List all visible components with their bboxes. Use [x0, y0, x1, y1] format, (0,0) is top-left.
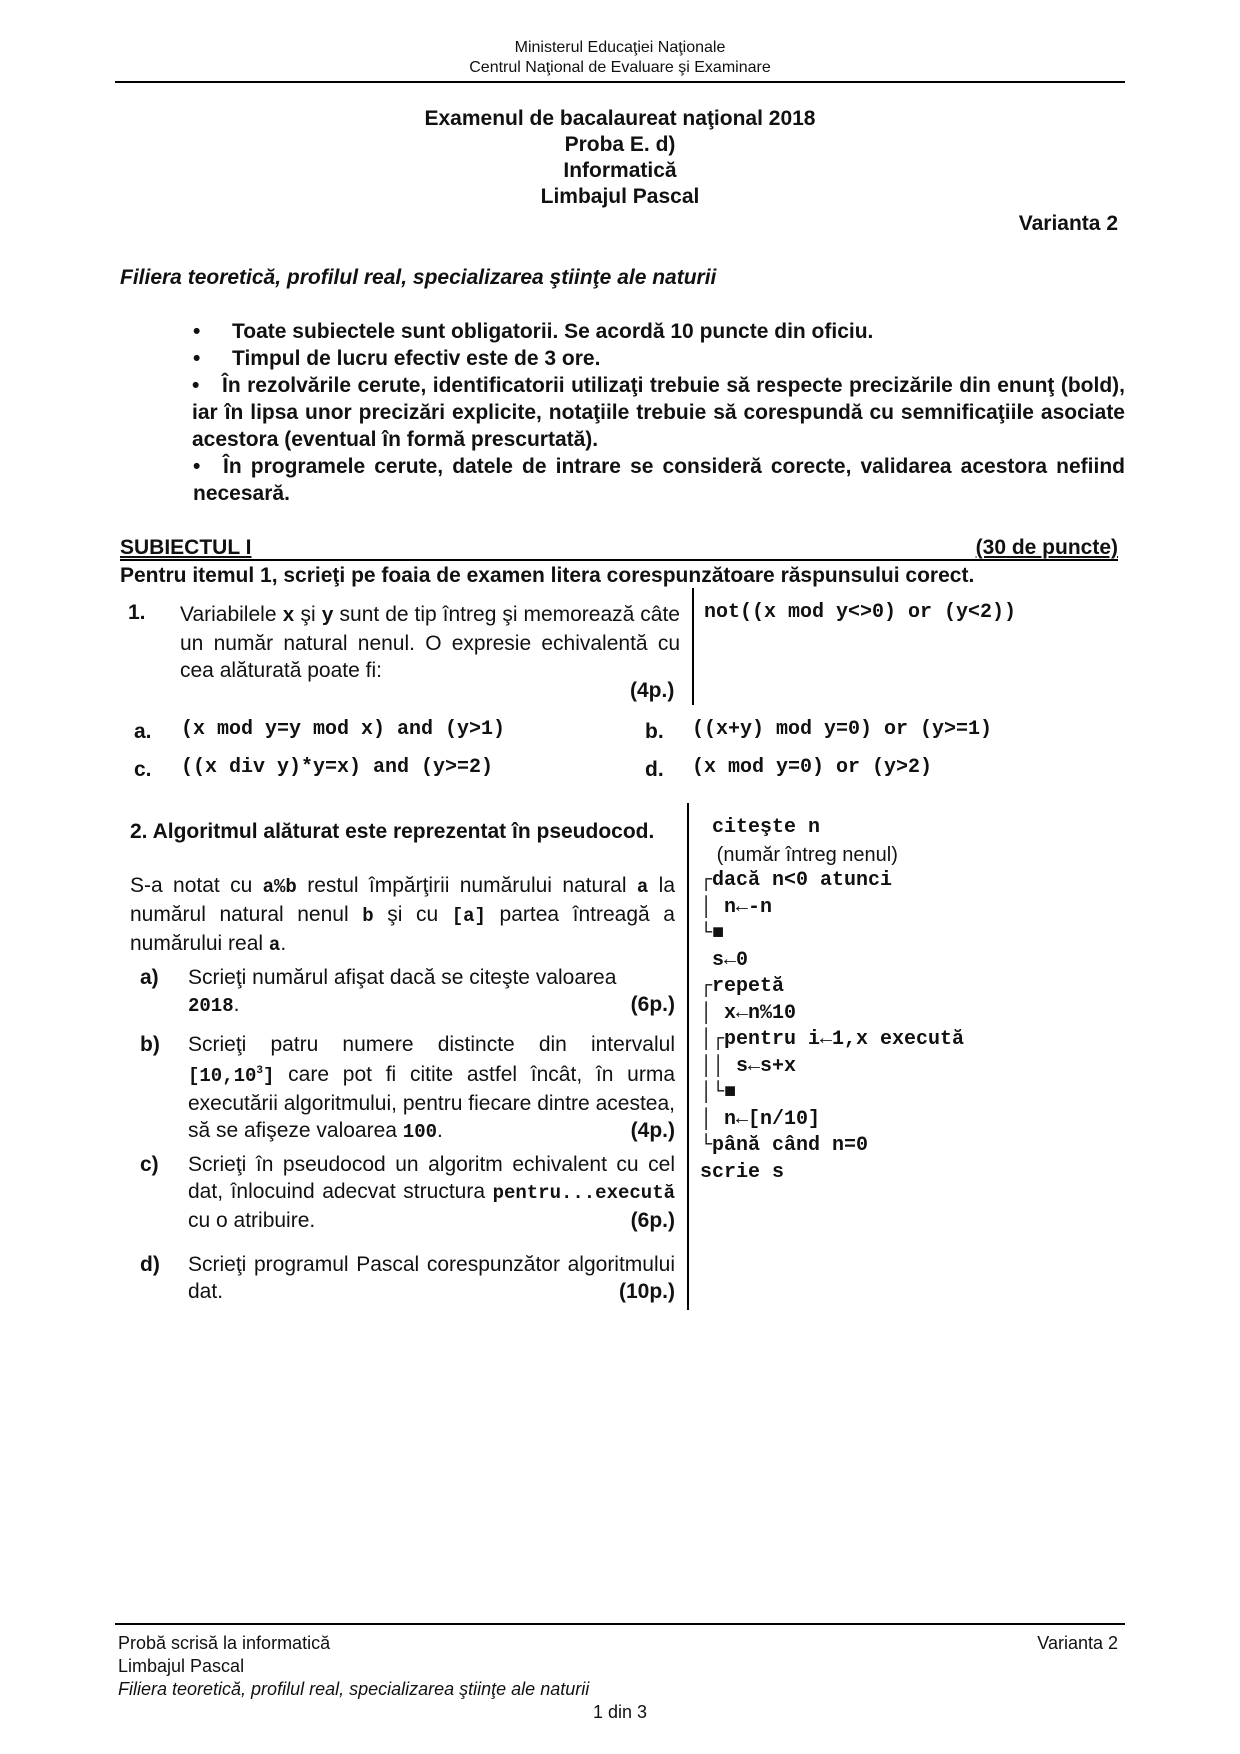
q1-text: Variabilele x şi y sunt de tip întreg şi memorează câte un număr natural nenul. O expresie echivalentă cu cea alăturată poate fi: [180, 603, 680, 682]
option-b-letter: b. [645, 720, 664, 743]
bullet-icon: • [192, 374, 200, 397]
exam-proba: Proba E. d) [564, 133, 676, 156]
q1-expression: not((x mod y<>0) or (y<2)) [704, 601, 1017, 624]
footer-rule [115, 1623, 1125, 1625]
code-line: │ n←[n/10] [700, 1107, 821, 1131]
instruction-item: • În rezolvările cerute, identificatorii utilizaţi trebuie să respecte precizările din enunţ (bold), iar în lipsa unor precizări explicite, notaţiile trebuie să corespundă cu semnificaţiile asociate acestora (eventual în formă prescurtată). [192, 374, 1125, 451]
instruction-item: • Timpul de lucru efectiv este de 3 ore. [193, 347, 601, 370]
footer-line2: Limbajul Pascal [118, 1656, 245, 1676]
option-c-letter: c. [134, 758, 152, 781]
subject-rule [120, 559, 1118, 561]
code-line: ┌repetă [700, 975, 785, 998]
code-line: └■ [700, 922, 725, 945]
q2a-points: (6p.) [630, 993, 675, 1016]
option-d-expr[interactable]: (x mod y=0) or (y>2) [692, 756, 933, 779]
code-line: │┌pentru i←1,x execută [700, 1028, 965, 1051]
instruction-item: • Toate subiectele sunt obligatorii. Se acordă 10 puncte din oficiu. [193, 320, 874, 343]
option-c-expr[interactable]: ((x div y)*y=x) and (y>=2) [181, 756, 494, 779]
footer-varianta: Varianta 2 [1037, 1633, 1118, 1653]
q2-item-d: d) Scrieţi programul Pascal corespunzător algoritmului dat. (10p.) [140, 1253, 675, 1303]
header-center: Centrul Naţional de Evaluare şi Examinare [469, 59, 771, 76]
subject-title: SUBIECTUL I [120, 536, 252, 559]
code-line: scrie s [700, 1160, 785, 1184]
q1-number: 1. [128, 601, 146, 624]
pseudocode-block [700, 815, 964, 1186]
footer-line1: Probă scrisă la informatică [118, 1633, 331, 1653]
subject-instruction: Pentru itemul 1, scrieţi pe foaia de examen litera corespunzătoare răspunsului corect. [120, 564, 975, 587]
header-rule [115, 81, 1125, 83]
option-b-expr[interactable]: ((x+y) mod y=0) or (y>=1) [692, 718, 993, 741]
q2-divider [687, 803, 689, 1310]
q1-points: (4p.) [630, 679, 675, 702]
code-line: citeşte n [700, 816, 821, 839]
code-line: ┌dacă n<0 atunci [700, 869, 893, 892]
q2c-points: (6p.) [630, 1209, 675, 1232]
subject-points: (30 de puncte) [975, 536, 1118, 559]
footer-page-number: 1 din 3 [592, 1702, 648, 1722]
q2-heading: 2. Algoritmul alăturat este reprezentat în pseudocod. [130, 820, 655, 843]
exam-title: Examenul de bacalaureat naţional 2018 [424, 107, 816, 130]
bullet-icon: • [193, 320, 201, 343]
q2-item-c: c) Scrieţi în pseudocod un algoritm echivalent cu cel dat, înlocuind adecvat structura pentru...execută cu o atribuire. (6p.) [140, 1153, 675, 1232]
code-line: │ n←-n [700, 895, 773, 919]
q2b-points: (4p.) [630, 1119, 675, 1142]
q2-item-b: b) Scrieţi patru numere distincte din intervalul [10,10$^3$] care pot fi citite astfel încât, în urma executării algoritmului, pentru fiecare dintre acestea, să se afişeze valoarea 100. (4p.) [140, 1033, 675, 1143]
code-line: │ x←n%10 [700, 1001, 797, 1025]
footer-line3: Filiera teoretică, profilul real, specializarea ştiinţe ale naturii [118, 1679, 590, 1699]
q2d-points: (10p.) [618, 1280, 675, 1303]
header-ministry: Ministerul Educaţiei Naţionale [514, 39, 726, 56]
bullet-icon: • [193, 347, 201, 370]
instructions-list [193, 318, 1125, 507]
code-line: s←0 [700, 948, 749, 972]
q2-description: S-a notat cu a%b restul împărţirii numărului natural a la numărul natural nenul b şi cu [a] partea întreagă a numărului real a. [130, 874, 675, 956]
option-a-expr[interactable]: (x mod y=y mod x) and (y>1) [181, 718, 506, 741]
instruction-item: • În programele cerute, datele de intrare se consideră corecte, validarea acestora nefiind necesară. [193, 455, 1125, 505]
code-line: ││ s←s+x [700, 1054, 797, 1078]
option-a-letter: a. [134, 720, 152, 743]
exam-subject: Informatică [563, 159, 677, 182]
q1-divider [692, 588, 694, 705]
code-comment: (număr întreg nenul) [700, 843, 898, 866]
q2-item-a: a) Scrieţi numărul afişat dacă se citeşte valoarea 2018. (6p.) [140, 966, 675, 1017]
option-d-letter: d. [645, 758, 664, 781]
filiera-line: Filiera teoretică, profilul real, specializarea ştiinţe ale naturii [120, 266, 717, 289]
bullet-icon: • [193, 455, 201, 478]
varianta-label: Varianta 2 [1018, 212, 1118, 235]
code-line: │└■ [700, 1081, 737, 1104]
exam-language: Limbajul Pascal [540, 185, 700, 208]
code-line: └până când n=0 [700, 1134, 869, 1157]
